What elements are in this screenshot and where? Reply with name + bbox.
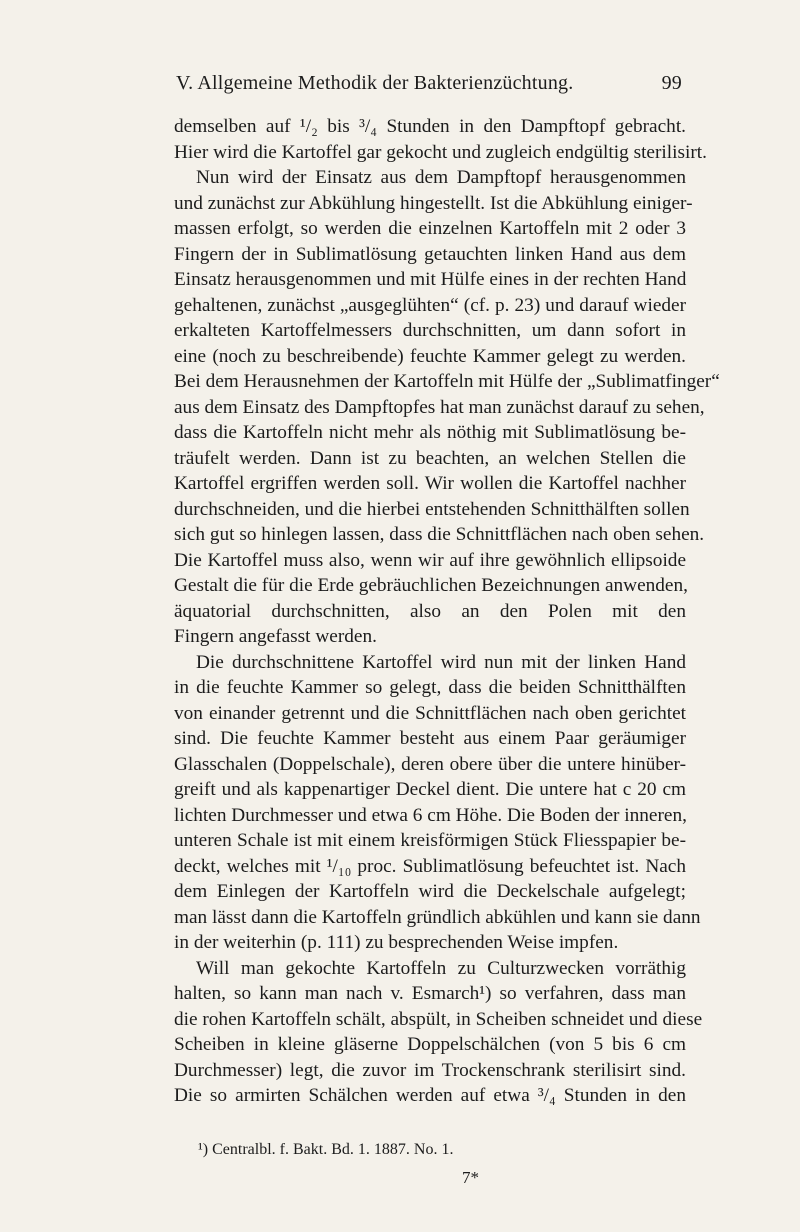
text-line: dass die Kartoffeln nicht mehr als nöthig mit Sublimatlösung be-: [174, 422, 686, 443]
chapter-title: V. Allgemeine Methodik der Bakterienzüchtung.: [176, 72, 574, 94]
text-line: dem Einlegen der Kartoffeln wird die Deckelschale aufgelegt;: [174, 881, 686, 902]
text-line: Durchmesser) legt, die zuvor im Trockenschrank sterilisirt sind.: [174, 1059, 686, 1081]
text-line: Kartoffel ergriffen werden soll. Wir wollen die Kartoffel nachher: [174, 473, 686, 494]
text-line: Nun wird der Einsatz aus dem Dampftopf herausgenommen: [196, 167, 686, 188]
text-line: unteren Schale ist mit einem kreisförmigen Stück Fliesspapier be-: [174, 830, 686, 851]
text-line: demselben auf ¹/₂ bis ³/₄ Stunden in den Dampftopf gebracht.: [174, 116, 686, 137]
text-line: Will man gekochte Kartoffeln zu Culturzwecken vorräthig: [196, 957, 686, 979]
text-line: Scheiben in kleine gläserne Doppelschälchen (von 5 bis 6 cm: [174, 1034, 686, 1055]
text-line: von einander getrennt und die Schnittflächen nach oben gerichtet: [174, 702, 686, 724]
text-line: Die so armirten Schälchen werden auf etwa ³/₄ Stunden in den: [174, 1085, 686, 1106]
text-line: man lässt dann die Kartoffeln gründlich abkühlen und kann sie dann: [174, 906, 701, 928]
text-line: gehaltenen, zunächst „ausgeglühten“ (cf. p. 23) und darauf wieder: [174, 294, 686, 316]
text-line: aus dem Einsatz des Dampftopfes hat man zunächst darauf zu sehen,: [174, 396, 705, 418]
footnote: ¹) Centralbl. f. Bakt. Bd. 1. 1887. No. 1.: [198, 1141, 454, 1158]
body-text: [174, 114, 720, 1109]
page-number: 99: [661, 72, 682, 94]
text-line: Fingern der in Sublimatlösung getauchten linken Hand aus dem: [174, 243, 686, 265]
text-line: lichten Durchmesser und etwa 6 cm Höhe. Die Boden der inneren,: [174, 804, 687, 826]
text-line: in der weiterhin (p. 111) zu besprechenden Weise impfen.: [174, 932, 619, 953]
text-line: in die feuchte Kammer so gelegt, dass die beiden Schnitthälften: [174, 677, 686, 698]
text-line: Die durchschnittene Kartoffel wird nun mit der linken Hand: [196, 651, 686, 673]
running-header: [176, 72, 682, 95]
text-line: die rohen Kartoffeln schält, abspült, in Scheiben schneidet und diese: [174, 1008, 703, 1030]
text-line: Fingern angefasst werden.: [174, 626, 377, 647]
text-line: und zunächst zur Abkühlung hingestellt. Ist die Abkühlung einiger-: [174, 192, 693, 214]
text-line: greift und als kappenartiger Deckel dient. Die untere hat c 20 cm: [174, 779, 686, 800]
text-line: Die Kartoffel muss also, wenn wir auf ihre gewöhnlich ellipsoide: [174, 549, 686, 571]
text-line: Gestalt die für die Erde gebräuchlichen Bezeichnungen anwenden,: [174, 575, 688, 596]
text-line: eine (noch zu beschreibende) feuchte Kammer gelegt zu werden.: [174, 345, 686, 367]
text-line: Einsatz herausgenommen und mit Hülfe eines in der rechten Hand: [174, 269, 687, 290]
text-line: halten, so kann man nach v. Esmarch¹) so verfahren, dass man: [174, 983, 686, 1004]
text-line: Hier wird die Kartoffel gar gekocht und zugleich endgültig sterilisirt.: [174, 141, 707, 163]
text-line: Bei dem Herausnehmen der Kartoffeln mit Hülfe der „Sublimatfinger“: [174, 371, 720, 392]
text-line: massen erfolgt, so werden die einzelnen Kartoffeln mit 2 oder 3: [174, 218, 686, 239]
text-line: Glasschalen (Doppelschale), deren obere über die untere hinüber-: [174, 753, 686, 775]
text-line: deckt, welches mit ¹/₁₀ proc. Sublimatlösung befeuchtet ist. Nach: [174, 855, 686, 877]
text-line: äquatorial durchschnitten, also an den Polen mit den: [174, 600, 686, 622]
text-line: sind. Die feuchte Kammer besteht aus einem Paar geräumiger: [174, 728, 686, 749]
text-line: sich gut so hinlegen lassen, dass die Schnittflächen nach oben sehen.: [174, 524, 705, 545]
text-line: träufelt werden. Dann ist zu beachten, an welchen Stellen die: [174, 447, 686, 469]
text-line: erkalteten Kartoffelmessers durchschnitten, um dann sofort in: [174, 320, 686, 341]
printer-signature: 7*: [462, 1168, 479, 1187]
text-line: durchschneiden, und die hierbei entstehenden Schnitthälften sollen: [174, 498, 690, 520]
